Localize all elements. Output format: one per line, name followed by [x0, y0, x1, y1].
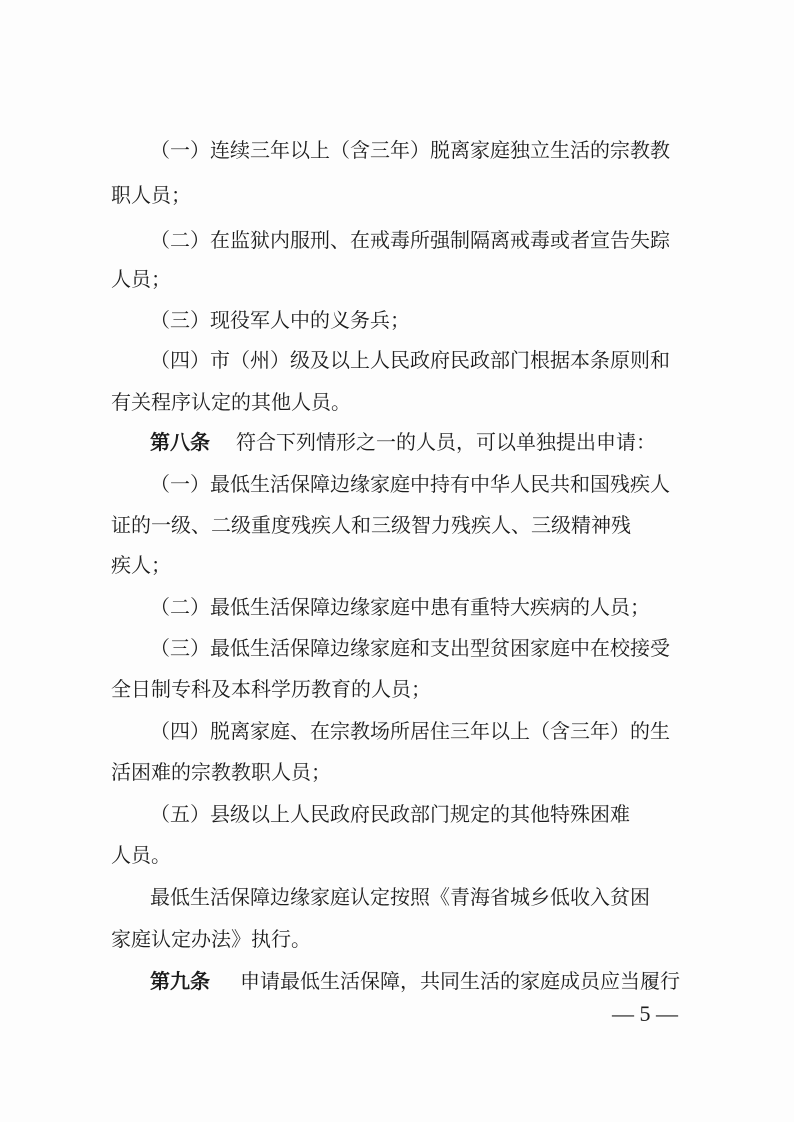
line-text: （一）连续三年以上（含三年）脱离家庭独立生活的宗教教 [150, 138, 670, 162]
line-text: 家庭认定办法》执行。 [111, 927, 311, 951]
line-text: 全日制专科及本科学历教育的人员； [111, 677, 431, 701]
page-number: — 5 — [612, 1001, 678, 1026]
line-text: （一）最低生活保障边缘家庭中持有中华人民共和国残疾人 [150, 472, 670, 496]
line-text: （四）脱离家庭、在宗教场所居住三年以上（含三年）的生 [150, 719, 670, 743]
line-text: （二）在监狱内服刑、在戒毒所强制隔离戒毒或者宣告失踪 [150, 228, 670, 252]
text-line [0, 751, 794, 793]
line-text: 证的一级、二级重度残疾人和三级智力残疾人、三级精神残 [111, 513, 631, 537]
line-text: 人员。 [111, 843, 171, 867]
text-line [0, 463, 794, 505]
line-text: （三）最低生活保障边缘家庭和支出型贫困家庭中在校接受 [150, 636, 670, 660]
text-line [0, 174, 794, 216]
article-8-heading: 第八条 [150, 430, 210, 454]
line-text: 最低生活保障边缘家庭认定按照《青海省城乡低收入贫困 [150, 885, 650, 909]
line-text: 活困难的宗教教职人员； [111, 760, 331, 784]
text-line [0, 586, 794, 628]
text-line [0, 876, 794, 918]
text-line [0, 668, 794, 710]
line-text: 人员； [111, 267, 171, 291]
text-line [0, 381, 794, 423]
text-line [0, 504, 794, 546]
line-text: 申请最低生活保障，共同生活的家庭成员应当履行 [240, 969, 680, 993]
text-line [0, 258, 794, 300]
article-9-heading: 第九条 [150, 969, 210, 993]
line-text: 符合下列情形之一的人员，可以单独提出申请： [236, 430, 656, 454]
text-line [0, 918, 794, 960]
text-line [0, 129, 794, 171]
line-text: 职人员； [111, 183, 191, 207]
line-text: （二）最低生活保障边缘家庭中患有重特大疾病的人员； [150, 595, 650, 619]
line-text: （三）现役军人中的义务兵； [150, 308, 410, 332]
text-line [0, 834, 794, 876]
text-line [0, 627, 794, 669]
text-line [0, 793, 794, 835]
text-line [0, 710, 794, 752]
text-line [0, 544, 794, 586]
text-line [0, 219, 794, 261]
line-text: （四）市（州）级及以上人民政府民政部门根据本条原则和 [150, 348, 670, 372]
article-8-line [0, 421, 794, 463]
line-text: 疾人； [111, 553, 171, 577]
text-line [0, 299, 794, 341]
text-line [0, 339, 794, 381]
line-text: 有关程序认定的其他人员。 [111, 390, 351, 414]
line-text: （五）县级以上人民政府民政部门规定的其他特殊困难 [150, 802, 630, 826]
